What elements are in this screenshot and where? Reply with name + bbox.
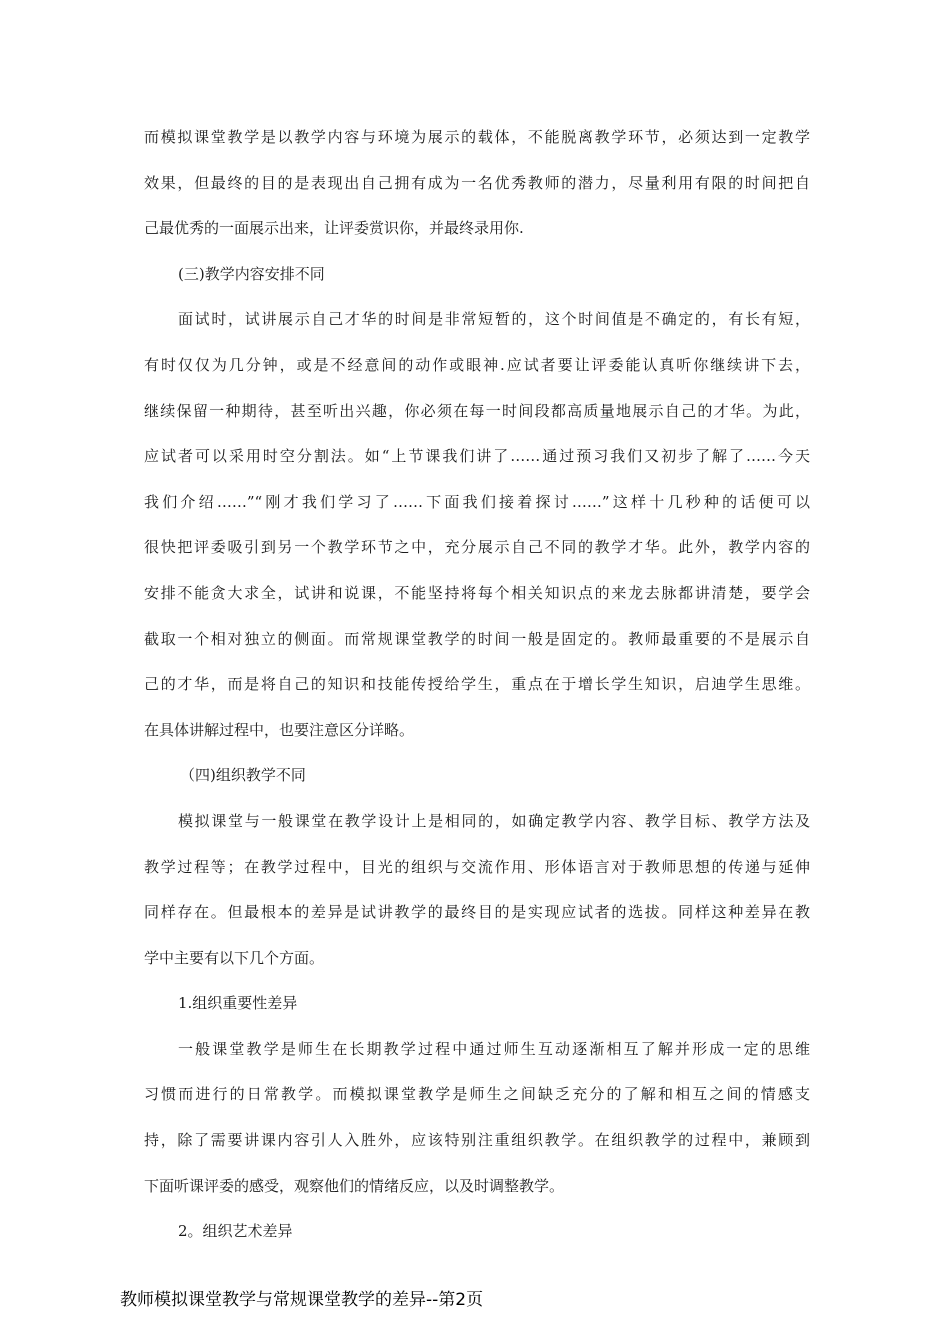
section-heading: （四)组织教学不同 bbox=[180, 766, 306, 785]
paragraph-line: 持，除了需要讲课内容引人入胜外，应该特别注重组织教学。在组织教学的过程中，兼顾到 bbox=[144, 1131, 810, 1150]
document-body bbox=[144, 120, 810, 1260]
paragraph-line: 有时仅仅为几分钟，或是不经意间的动作或眼神.应试者要让评委能认真听你继续讲下去， bbox=[144, 355, 810, 374]
paragraph-line: 习惯而进行的日常教学。而模拟课堂教学是师生之间缺乏充分的了解和相互之间的情感支 bbox=[144, 1085, 810, 1104]
paragraph-line: 一般课堂教学是师生在长期教学过程中通过师生互动逐渐相互了解并形成一定的思维 bbox=[178, 1039, 810, 1058]
section-heading: (三)教学内容安排不同 bbox=[178, 264, 325, 283]
paragraph-line: 效果，但最终的目的是表现出自己拥有成为一名优秀教师的潜力，尽量利用有限的时间把自 bbox=[144, 173, 810, 192]
subsection-heading: 2。组织艺术差异 bbox=[178, 1222, 293, 1241]
paragraph-line: 同样存在。但最根本的差异是试讲教学的最终目的是实现应试者的选拔。同样这种差异在教 bbox=[144, 903, 810, 922]
paragraph-line: 己最优秀的一面展示出来，让评委赏识你，并最终录用你. bbox=[144, 219, 524, 238]
paragraph-line: 己的才华，而是将自己的知识和技能传授给学生，重点在于增长学生知识，启迪学生思维。 bbox=[144, 675, 810, 694]
paragraph-line: 在具体讲解过程中，也要注意区分详略。 bbox=[144, 720, 415, 739]
paragraph-line: 我们介绍……”“刚才我们学习了……下面我们接着探讨……”这样十几秒种的话便可以 bbox=[144, 492, 810, 511]
subsection-heading: 1.组织重要性差异 bbox=[178, 994, 298, 1013]
paragraph-line: 很快把评委吸引到另一个教学环节之中，充分展示自己不同的教学才华。此外，教学内容的 bbox=[144, 538, 810, 557]
page-footer: 教师模拟课堂教学与常规课堂教学的差异--第2页 bbox=[120, 1290, 484, 1310]
paragraph-line: 学中主要有以下几个方面。 bbox=[144, 948, 325, 967]
paragraph-line: 模拟课堂与一般课堂在教学设计上是相同的，如确定教学内容、教学目标、教学方法及 bbox=[178, 811, 810, 830]
paragraph-line: 继续保留一种期待，甚至听出兴趣，你必须在每一时间段都高质量地展示自己的才华。为此， bbox=[144, 401, 810, 420]
paragraph-line: 而模拟课堂教学是以教学内容与环境为展示的载体，不能脱离教学环节，必须达到一定教学 bbox=[144, 128, 810, 146]
paragraph-line: 安排不能贪大求全，试讲和说课，不能坚持将每个相关知识点的来龙去脉都讲清楚，要学会 bbox=[144, 583, 810, 602]
paragraph-line: 教学过程等；在教学过程中，目光的组织与交流作用、形体语言对于教师思想的传递与延伸 bbox=[144, 857, 810, 876]
paragraph-line: 截取一个相对独立的侧面。而常规课堂教学的时间一般是固定的。教师最重要的不是展示自 bbox=[144, 629, 810, 648]
paragraph-line: 应试者可以采用时空分割法。如“上节课我们讲了……通过预习我们又初步了解了……今天 bbox=[144, 447, 810, 466]
paragraph-line: 下面听课评委的感受，观察他们的情绪反应，以及时调整教学。 bbox=[144, 1176, 565, 1195]
paragraph-line: 面试时，试讲展示自己才华的时间是非常短暂的，这个时间值是不确定的，有长有短， bbox=[178, 310, 810, 329]
